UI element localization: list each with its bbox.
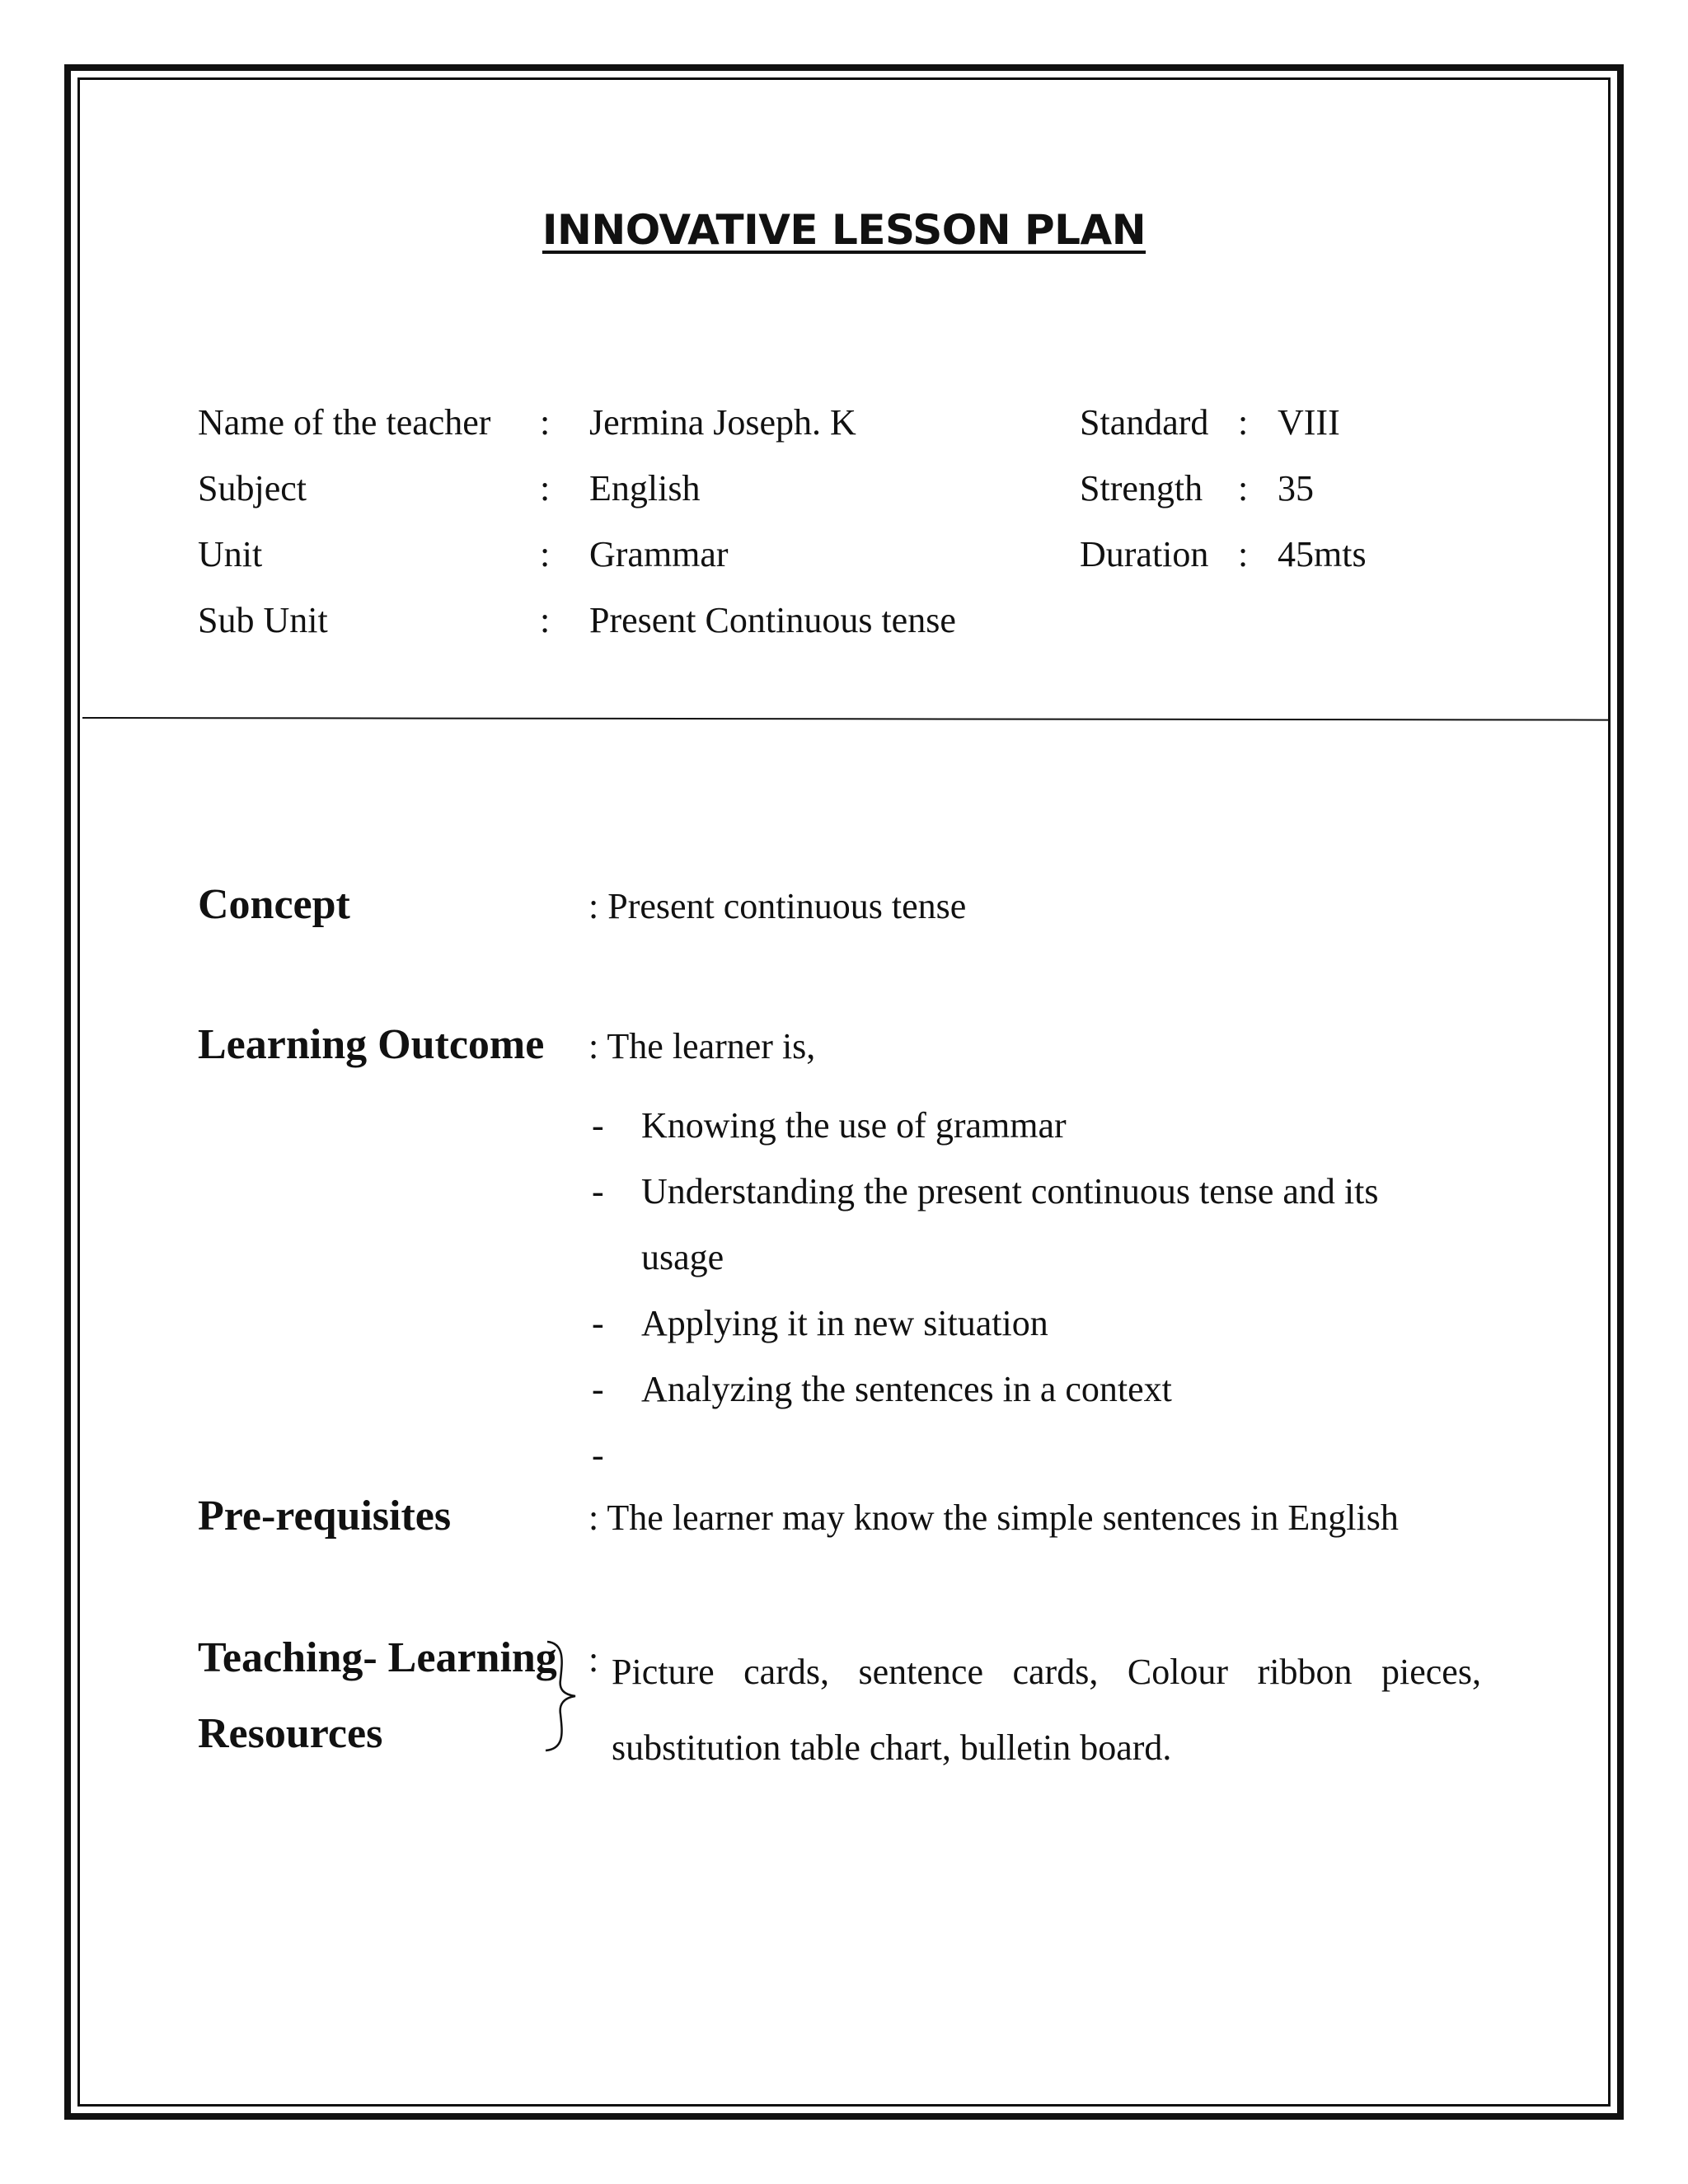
list-item xyxy=(592,1093,1378,1159)
standard-value: VIII xyxy=(1278,402,1340,443)
duration-label: Duration xyxy=(1080,534,1209,574)
list-item xyxy=(592,1357,1378,1422)
colon: : xyxy=(540,402,551,443)
resources-colon: : xyxy=(588,1639,599,1680)
list-item-text: Applying it in new situation xyxy=(641,1303,1048,1343)
subject-label: Subject xyxy=(198,468,307,509)
resources-word: sentence xyxy=(858,1652,983,1692)
resources-word: cards, xyxy=(743,1652,829,1692)
list-item xyxy=(592,1422,1378,1488)
resources-word: pieces, xyxy=(1381,1652,1481,1692)
curly-brace-icon xyxy=(542,1638,580,1754)
page-border-inner xyxy=(77,77,1611,2107)
list-item-continuation xyxy=(592,1225,1378,1291)
teacher-value: Jermina Joseph. K xyxy=(589,402,856,443)
unit-value: Grammar xyxy=(589,534,729,574)
subunit-label: Sub Unit xyxy=(198,600,328,640)
list-item-text: Analyzing the sentences in a context xyxy=(641,1369,1172,1409)
resources-word: cards, xyxy=(1012,1652,1099,1692)
teacher-label: Name of the teacher xyxy=(198,402,491,443)
colon: : xyxy=(540,468,551,509)
unit-label: Unit xyxy=(198,534,263,574)
list-item xyxy=(592,1291,1378,1357)
concept-label: Concept xyxy=(198,881,350,928)
learning-outcome-list xyxy=(592,1093,1378,1488)
dash: - xyxy=(592,1303,604,1343)
resources-label-line1: Teaching- Learning xyxy=(198,1634,557,1681)
concept-text: : Present continuous tense xyxy=(588,886,967,926)
subunit-value: Present Continuous tense xyxy=(589,600,956,640)
dash: - xyxy=(592,1171,604,1212)
standard-label: Standard xyxy=(1080,402,1209,443)
duration-value: 45mts xyxy=(1278,534,1367,574)
prerequisites-text: : The learner may know the simple sentences in English xyxy=(588,1497,1399,1538)
info-row-duration xyxy=(1080,522,1492,588)
learning-outcome-intro: : The learner is, xyxy=(588,1026,816,1066)
dash: - xyxy=(592,1369,604,1409)
list-item-text: Knowing the use of grammar xyxy=(641,1105,1067,1146)
strength-label: Strength xyxy=(1080,468,1203,509)
resources-line-2: substitution table chart, bulletin board. xyxy=(612,1727,1172,1768)
colon: : xyxy=(1238,534,1249,574)
learning-outcome-label: Learning Outcome xyxy=(198,1021,545,1068)
info-row-teacher xyxy=(198,390,1022,456)
list-item-text: Understanding the present continuous tense and its xyxy=(641,1171,1379,1212)
info-row-subunit xyxy=(198,588,1022,654)
teacher-info-block xyxy=(198,390,1022,654)
resources-word: ribbon xyxy=(1257,1652,1353,1692)
resources-label-line2: Resources xyxy=(198,1710,383,1757)
document-title: INNOVATIVE LESSON PLAN xyxy=(542,206,1146,254)
colon: : xyxy=(1238,402,1249,443)
subject-value: English xyxy=(589,468,701,509)
resources-word: Colour xyxy=(1127,1652,1229,1692)
colon: : xyxy=(1238,468,1249,509)
class-info-block xyxy=(1080,390,1492,588)
list-item xyxy=(592,1159,1378,1225)
dash: - xyxy=(592,1105,604,1146)
info-row-standard xyxy=(1080,390,1492,456)
dash: - xyxy=(592,1435,604,1475)
prerequisites-label: Pre-requisites xyxy=(198,1493,452,1540)
list-item-text: usage xyxy=(641,1237,724,1277)
info-row-subject xyxy=(198,456,1022,522)
colon: : xyxy=(540,534,551,574)
info-row-strength xyxy=(1080,456,1492,522)
info-row-unit xyxy=(198,522,1022,588)
strength-value: 35 xyxy=(1278,468,1314,509)
resources-line-1 xyxy=(612,1634,1481,1710)
resources-word: Picture xyxy=(612,1652,715,1692)
colon: : xyxy=(540,600,551,640)
resources-text xyxy=(612,1634,1481,1786)
